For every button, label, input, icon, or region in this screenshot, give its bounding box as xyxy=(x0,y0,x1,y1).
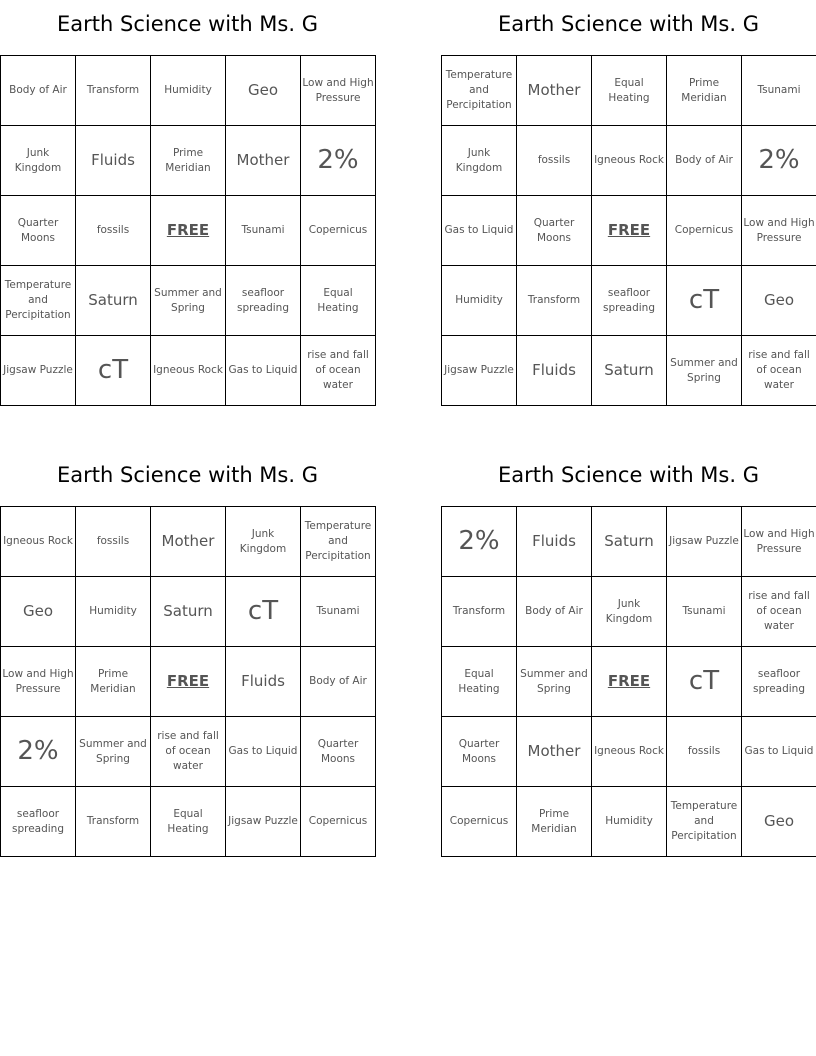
grid-row xyxy=(1,717,376,787)
bingo-cell: 2% xyxy=(301,126,376,196)
bingo-cell: Junk Kingdom xyxy=(226,507,301,577)
bingo-cell: Tsunami xyxy=(226,196,301,266)
bingo-cell: Tsunami xyxy=(301,577,376,647)
bingo-cell: Fluids xyxy=(226,647,301,717)
grid-row xyxy=(1,266,376,336)
bingo-cell: cT xyxy=(76,336,151,406)
grid-row xyxy=(1,507,376,577)
bingo-cell: Fluids xyxy=(76,126,151,196)
bingo-cell: fossils xyxy=(517,126,592,196)
bingo-grid xyxy=(0,506,376,857)
bingo-grid xyxy=(441,506,816,857)
bingo-cell: Igneous Rock xyxy=(1,507,76,577)
bingo-cell: fossils xyxy=(667,717,742,787)
free-space-cell: FREE xyxy=(151,647,226,717)
bingo-cell: Prime Meridian xyxy=(667,56,742,126)
bingo-cell: Copernicus xyxy=(667,196,742,266)
bingo-cell: 2% xyxy=(1,717,76,787)
bingo-cell: fossils xyxy=(76,196,151,266)
bingo-cell: Transform xyxy=(76,56,151,126)
bingo-cell: cT xyxy=(667,266,742,336)
bingo-cell: Humidity xyxy=(442,266,517,336)
bingo-cell: Body of Air xyxy=(517,577,592,647)
bingo-cell: Equal Heating xyxy=(592,56,667,126)
bingo-cell: rise and fall of ocean water xyxy=(742,336,816,406)
bingo-cell: Igneous Rock xyxy=(592,126,667,196)
card-title: Earth Science with Ms. G xyxy=(57,12,318,36)
bingo-cell: Temperature and Percipitation xyxy=(1,266,76,336)
bingo-cell: Saturn xyxy=(592,336,667,406)
bingo-cell: Jigsaw Puzzle xyxy=(667,507,742,577)
bingo-cell: Low and High Pressure xyxy=(742,196,816,266)
bingo-cell: Prime Meridian xyxy=(76,647,151,717)
bingo-cell: Quarter Moons xyxy=(301,717,376,787)
card-title: Earth Science with Ms. G xyxy=(498,463,759,487)
bingo-cell: Jigsaw Puzzle xyxy=(1,336,76,406)
bingo-cell: Humidity xyxy=(151,56,226,126)
grid-row xyxy=(442,56,816,126)
bingo-cell: 2% xyxy=(742,126,816,196)
bingo-cell: Quarter Moons xyxy=(517,196,592,266)
free-space-cell: FREE xyxy=(151,196,226,266)
bingo-cell: cT xyxy=(226,577,301,647)
bingo-cell: Quarter Moons xyxy=(1,196,76,266)
bingo-cell: Fluids xyxy=(517,507,592,577)
bingo-cell: Low and High Pressure xyxy=(742,507,816,577)
bingo-cell: Mother xyxy=(517,56,592,126)
bingo-cell: Mother xyxy=(517,717,592,787)
bingo-cell: Low and High Pressure xyxy=(1,647,76,717)
bingo-cell: Saturn xyxy=(151,577,226,647)
grid-row xyxy=(1,336,376,406)
bingo-cell: Igneous Rock xyxy=(151,336,226,406)
bingo-cell: Low and High Pressure xyxy=(301,56,376,126)
bingo-cell: Humidity xyxy=(76,577,151,647)
bingo-cell: Summer and Spring xyxy=(667,336,742,406)
bingo-cell: Mother xyxy=(226,126,301,196)
bingo-cell: seafloor spreading xyxy=(226,266,301,336)
bingo-cell: 2% xyxy=(442,507,517,577)
bingo-cell: Transform xyxy=(517,266,592,336)
bingo-cell: Copernicus xyxy=(442,787,517,857)
bingo-cell: Geo xyxy=(742,266,816,336)
grid-row xyxy=(1,787,376,857)
bingo-cell: Equal Heating xyxy=(151,787,226,857)
grid-row xyxy=(442,126,816,196)
bingo-cell: seafloor spreading xyxy=(592,266,667,336)
grid-row xyxy=(1,647,376,717)
bingo-cell: rise and fall of ocean water xyxy=(151,717,226,787)
bingo-cell: Igneous Rock xyxy=(592,717,667,787)
grid-row xyxy=(442,196,816,266)
bingo-cell: Tsunami xyxy=(742,56,816,126)
bingo-cell: Temperature and Percipitation xyxy=(442,56,517,126)
bingo-cell: Saturn xyxy=(592,507,667,577)
free-space-cell: FREE xyxy=(592,196,667,266)
bingo-cell: Equal Heating xyxy=(301,266,376,336)
bingo-cell: seafloor spreading xyxy=(1,787,76,857)
bingo-grid xyxy=(441,55,816,406)
bingo-cell: Summer and Spring xyxy=(151,266,226,336)
bingo-cell: rise and fall of ocean water xyxy=(301,336,376,406)
grid-row xyxy=(1,126,376,196)
bingo-cell: Copernicus xyxy=(301,787,376,857)
bingo-grid xyxy=(0,55,376,406)
bingo-cell: Body of Air xyxy=(301,647,376,717)
bingo-cell: Temperature and Percipitation xyxy=(667,787,742,857)
bingo-cell: Gas to Liquid xyxy=(226,717,301,787)
bingo-cell: Geo xyxy=(1,577,76,647)
free-space-cell: FREE xyxy=(592,647,667,717)
bingo-cell: Jigsaw Puzzle xyxy=(442,336,517,406)
grid-row xyxy=(1,196,376,266)
bingo-cell: Junk Kingdom xyxy=(442,126,517,196)
grid-row xyxy=(442,577,816,647)
grid-row xyxy=(442,266,816,336)
card-title: Earth Science with Ms. G xyxy=(57,463,318,487)
grid-row xyxy=(1,56,376,126)
bingo-cell: Body of Air xyxy=(1,56,76,126)
bingo-cell: Jigsaw Puzzle xyxy=(226,787,301,857)
grid-row xyxy=(442,336,816,406)
bingo-cell: Copernicus xyxy=(301,196,376,266)
bingo-cell: Body of Air xyxy=(667,126,742,196)
bingo-cell: Geo xyxy=(226,56,301,126)
grid-row xyxy=(442,717,816,787)
bingo-cell: Transform xyxy=(442,577,517,647)
grid-row xyxy=(1,577,376,647)
bingo-cell: Temperature and Percipitation xyxy=(301,507,376,577)
card-title: Earth Science with Ms. G xyxy=(498,12,759,36)
bingo-cell: Prime Meridian xyxy=(151,126,226,196)
bingo-cell: Mother xyxy=(151,507,226,577)
bingo-cell: Summer and Spring xyxy=(76,717,151,787)
bingo-cell: Gas to Liquid xyxy=(226,336,301,406)
bingo-cell: Tsunami xyxy=(667,577,742,647)
bingo-cell: Prime Meridian xyxy=(517,787,592,857)
bingo-cell: Fluids xyxy=(517,336,592,406)
bingo-cell: Summer and Spring xyxy=(517,647,592,717)
grid-row xyxy=(442,787,816,857)
bingo-cell: Gas to Liquid xyxy=(742,717,816,787)
bingo-cell: Equal Heating xyxy=(442,647,517,717)
bingo-cell: rise and fall of ocean water xyxy=(742,577,816,647)
bingo-cell: Junk Kingdom xyxy=(1,126,76,196)
bingo-cell: Gas to Liquid xyxy=(442,196,517,266)
bingo-cell: cT xyxy=(667,647,742,717)
bingo-cell: Humidity xyxy=(592,787,667,857)
bingo-cell: Junk Kingdom xyxy=(592,577,667,647)
grid-row xyxy=(442,647,816,717)
grid-row xyxy=(442,507,816,577)
bingo-cell: Geo xyxy=(742,787,816,857)
bingo-cell: fossils xyxy=(76,507,151,577)
bingo-cell: Saturn xyxy=(76,266,151,336)
bingo-cell: Quarter Moons xyxy=(442,717,517,787)
bingo-cell: seafloor spreading xyxy=(742,647,816,717)
bingo-cell: Transform xyxy=(76,787,151,857)
